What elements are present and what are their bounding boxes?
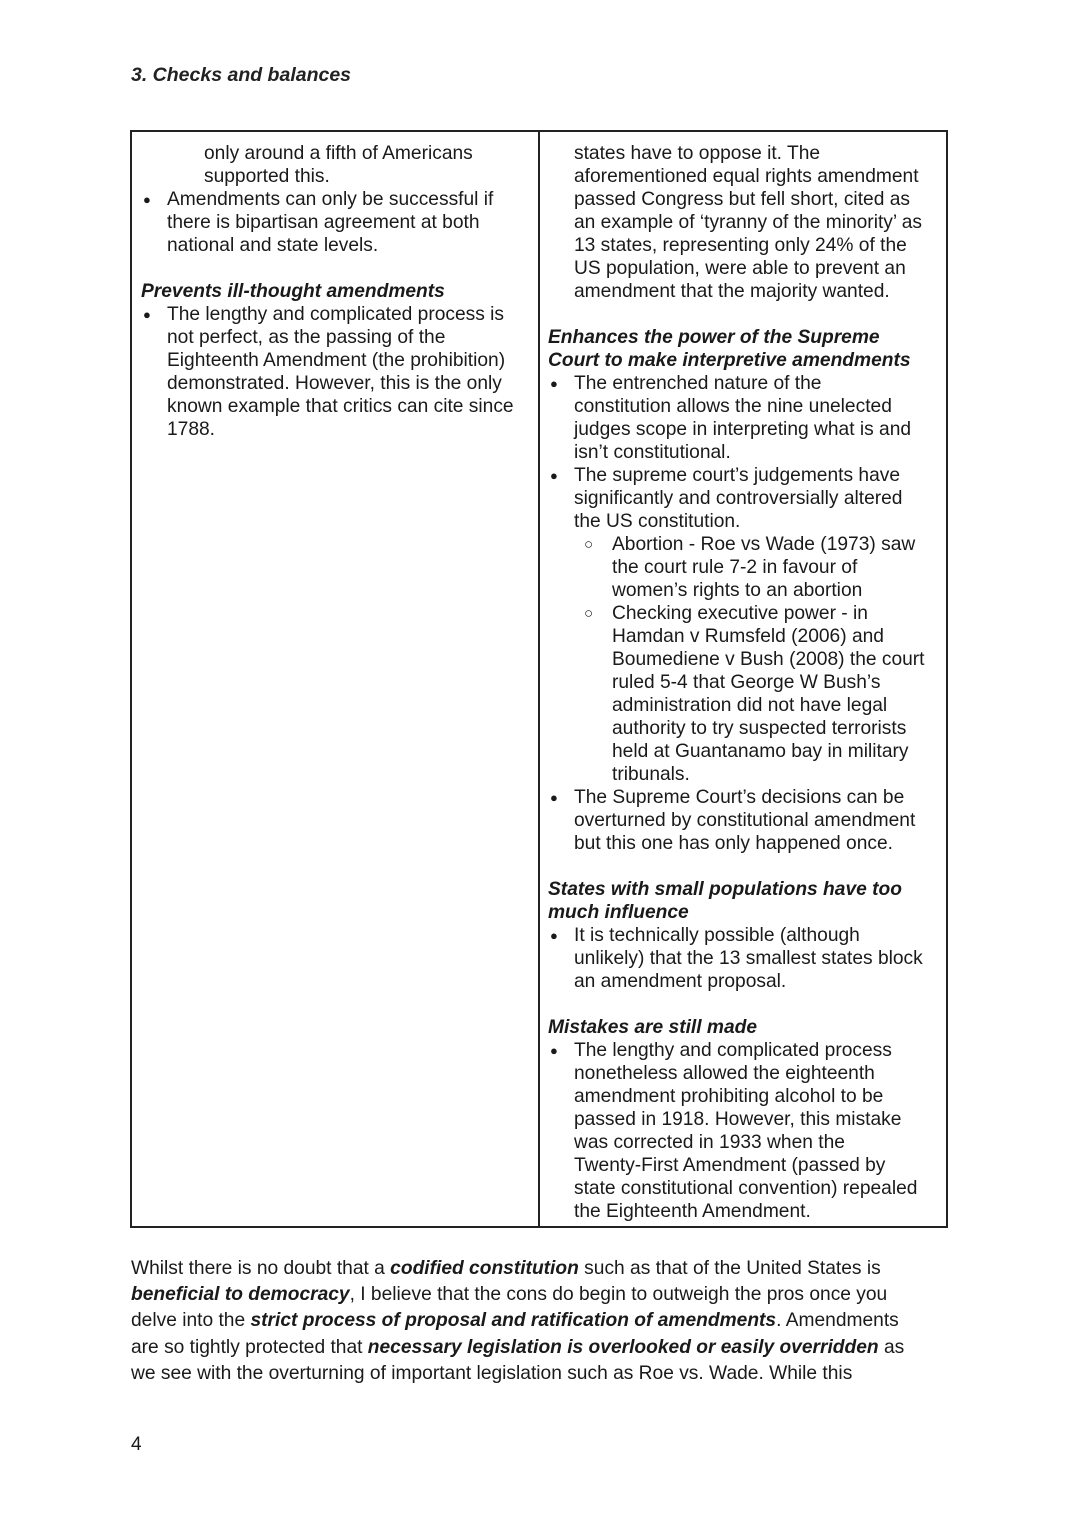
conclusion-text: Whilst there is no doubt that a [131, 1258, 391, 1279]
conclusion-emphasis: necessary legislation is overlooked or easily overridden [367, 1336, 879, 1358]
sub-bullet-point-line: held at Guantanamo bay in military [612, 741, 909, 762]
continued-text-line: amendment that the majority wanted. [574, 281, 890, 302]
conclusion-text: as [878, 1336, 905, 1358]
bullet-point-line: Twenty-First Amendment (passed by [574, 1155, 886, 1176]
bullet-point-line: ● The lengthy and complicated process [548, 1039, 938, 1062]
continued-text [548, 142, 938, 303]
bullet-point [548, 924, 938, 993]
sub-bullet-point-line: ruled 5-4 that George W Bush’s [612, 672, 881, 693]
sub-bullet-point-line: ○ Abortion - Roe vs Wade (1973) saw [548, 533, 938, 556]
conclusion-text: such as that of the United States is [578, 1258, 881, 1279]
conclusion-text: . Amendments [776, 1310, 899, 1332]
bullet-point-line: was corrected in 1933 when the [574, 1132, 845, 1153]
bullet-point-line: ● The lengthy and complicated process is [141, 303, 530, 326]
continued-text-line: passed Congress but fell short, cited as [574, 189, 910, 210]
conclusion-text: delve into the [131, 1310, 251, 1332]
bullet-point [548, 786, 938, 855]
bullet-point-line: not perfect, as the passing of the [167, 327, 446, 348]
continued-text-line: US population, were able to prevent an [574, 258, 906, 279]
bullet-point [548, 372, 938, 464]
table-left-column [132, 132, 540, 1226]
bullet-point-line: there is bipartisan agreement at both [167, 212, 480, 233]
bullet-point-line: known example that critics can cite since [167, 396, 514, 417]
continued-text-line: only around a fifth of Americans [204, 143, 473, 164]
sub-bullet-point-line: authority to try suspected terrorists [612, 718, 907, 739]
bullet-point [548, 464, 938, 533]
bullet-point-line: 1788. [167, 419, 216, 440]
bullet-point [141, 303, 530, 441]
cell-heading-line: Enhances the power of the Supreme [548, 327, 880, 348]
continued-text-line: an example of ‘tyranny of the minority’ as [574, 212, 923, 233]
bullet-point-line: significantly and controversially altered [574, 488, 903, 509]
continued-text-line: aforementioned equal rights amendment [574, 166, 919, 187]
cell-heading: Prevents ill-thought amendments [141, 281, 445, 302]
cell-heading [548, 326, 938, 372]
cell-heading: Mistakes are still made [548, 1017, 758, 1038]
bullet-point-line: ● The Supreme Court’s decisions can be [548, 786, 938, 809]
bullet-point-line: overturned by constitutional amendment [574, 810, 916, 831]
bullet-point-line: nonetheless allowed the eighteenth [574, 1063, 875, 1084]
sub-bullet-point-line: ○ Checking executive power - in [548, 602, 938, 625]
conclusion-emphasis: codified constitution [390, 1258, 579, 1279]
sub-bullet-point-line: Boumediene v Bush (2008) the court [612, 649, 925, 670]
conclusion-emphasis: beneficial to democracy [131, 1284, 350, 1306]
sub-bullet-point-line: the court rule 7-2 in favour of [612, 557, 858, 578]
bullet-point-line: isn’t constitutional. [574, 442, 731, 463]
continued-text-line: states have to oppose it. The [574, 143, 821, 164]
continued-text [141, 142, 530, 188]
bullet-point [141, 188, 530, 257]
sub-bullet-point-line: Hamdan v Rumsfeld (2006) and [612, 626, 884, 647]
conclusion-paragraph [131, 1256, 946, 1387]
sub-bullet-point [548, 533, 938, 602]
conclusion-emphasis: strict process of proposal and ratification of amendments [250, 1310, 777, 1332]
bullet-point-line: the Eighteenth Amendment. [574, 1201, 811, 1222]
bullet-point-line: ● Amendments can only be successful if [141, 188, 530, 211]
continued-text-line: supported this. [204, 166, 330, 187]
sub-bullet-point-line: administration did not have legal [612, 695, 888, 716]
conclusion-text: we see with the overturning of important legislation such as Roe vs. Wade. While this [131, 1362, 853, 1384]
continued-text-line: 13 states, representing only 24% of the [574, 235, 907, 256]
bullet-point-line: passed in 1918. However, this mistake [574, 1109, 902, 1130]
conclusion-text: , I believe that the cons do begin to outweigh the pros once you [349, 1284, 888, 1306]
bullet-point-line: ● The supreme court’s judgements have [548, 464, 938, 487]
bullet-point-line: judges scope in interpreting what is and [574, 419, 912, 440]
cell-heading [548, 878, 938, 924]
sub-bullet-point [548, 602, 938, 786]
cell-heading-line: Court to make interpretive amendments [548, 350, 911, 371]
cell-heading-line: much influence [548, 902, 689, 923]
page-number: 4 [131, 1434, 142, 1455]
table-right-column [540, 132, 946, 1226]
bullet-point-line: unlikely) that the 13 smallest states block [574, 948, 923, 969]
bullet-point-line: national and state levels. [167, 235, 379, 256]
bullet-point-line: ● It is technically possible (although [548, 924, 938, 947]
section-heading: 3. Checks and balances [131, 64, 352, 86]
bullet-point-line: amendment prohibiting alcohol to be [574, 1086, 884, 1107]
pros-cons-table [130, 130, 948, 1228]
bullet-point-line: ● The entrenched nature of the [548, 372, 938, 395]
cell-heading-line: States with small populations have too [548, 879, 902, 900]
conclusion-text: are so tightly protected that [131, 1336, 368, 1358]
bullet-point [548, 1039, 938, 1223]
sub-bullet-point-line: women’s rights to an abortion [612, 580, 863, 601]
bullet-point-line: Eighteenth Amendment (the prohibition) [167, 350, 506, 371]
bullet-point-line: demonstrated. However, this is the only [167, 373, 502, 394]
sub-bullet-point-line: tribunals. [612, 764, 690, 785]
bullet-point-line: an amendment proposal. [574, 971, 787, 992]
bullet-point-line: but this one has only happened once. [574, 833, 893, 854]
bullet-point-line: constitution allows the nine unelected [574, 396, 892, 417]
bullet-point-line: state constitutional convention) repealed [574, 1178, 918, 1199]
bullet-point-line: the US constitution. [574, 511, 741, 532]
